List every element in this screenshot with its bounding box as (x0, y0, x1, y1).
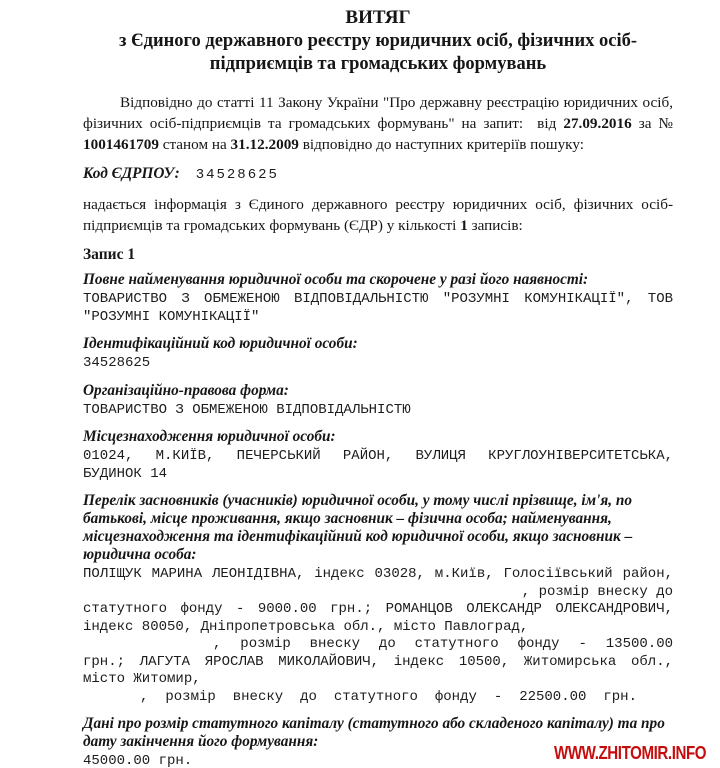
founders-line: місто Житомир, (83, 671, 201, 687)
founders-line: грн.; ЛАГУТА ЯРОСЛАВ МИКОЛАЙОВИЧ, індекс 10500, Житомирська обл., (83, 653, 673, 670)
request-date: 27.09.2016 (563, 115, 632, 132)
founders-line: статутного фонду - 9000.00 грн.; РОМАНЦОВ ОЛЕКСАНДР ОЛЕКСАНДРОВИЧ, (83, 601, 673, 617)
field-label: Дані про розмір статутного капіталу (статутного або складеного капіталу) та про дату закінчення його формування: (83, 715, 665, 750)
field-value-line: БУДИНОК 14 (83, 465, 168, 482)
field-value-line: ТОВАРИСТВО З ОБМЕЖЕНОЮ ВІДПОВІДАЛЬНІСТЮ "РОЗУМНІ КОМУНІКАЦІЇ", ТОВ (83, 291, 673, 307)
field-value-line: 34528625 (83, 355, 151, 371)
edrpou-label: Код ЄДРПОУ: (83, 165, 180, 182)
field-value-line: "РОЗУМНІ КОМУНІКАЦІЇ" (83, 308, 260, 325)
document-subtitle: з Єдиного державного реєстру юридичних осіб, фізичних осіб-підприємців та громадських формувань (118, 31, 638, 74)
intro-text: станом на (158, 136, 231, 153)
watermark: WWW.ZHITOMIR.INFO (553, 743, 706, 763)
request-number: 1001461709 (83, 136, 159, 153)
intro-text: за № (631, 115, 673, 132)
info-paragraph (83, 194, 673, 236)
field-value-line: ТОВАРИСТВО З ОБМЕЖЕНОЮ ВІДПОВІДАЛЬНІСТЮ (83, 401, 411, 418)
founders-line: , розмір внеску до статутного фонду - 13500.00 (213, 636, 673, 652)
field-full-name (83, 271, 673, 326)
info-text: надається інформація з Єдиного державного реєстру юридичних осіб, фізичних осіб-підприємців та громадських формувань (ЄДР) у кількості (83, 196, 673, 234)
document-title: ВИТЯГ (345, 7, 411, 28)
field-value-line: 45000.00 грн. (83, 753, 193, 768)
field-label: Місцезнаходження юридичної особи: (83, 428, 336, 445)
record-heading: Запис 1 (83, 246, 136, 263)
as-of-date: 31.12.2009 (230, 136, 299, 153)
founders-line: , розмір внеску до статутного фонду - 22500.00 грн. (140, 688, 637, 705)
founders-line: , розмір внеску до (521, 583, 673, 600)
field-identification-code (83, 335, 673, 373)
founders-line: індекс 80050, Дніпропетровська обл., місто Павлоград, (83, 618, 529, 635)
info-text: записів: (467, 217, 523, 234)
intro-paragraph (83, 92, 673, 155)
field-value-line: 01024, М.КИЇВ, ПЕЧЕРСЬКИЙ РАЙОН, ВУЛИЦЯ КРУГЛОУНІВЕРСИТЕТСЬКА, (83, 448, 673, 464)
field-label: Повне найменування юридичної особи та скорочене у разі його наявності: (83, 271, 589, 288)
field-founders (83, 492, 673, 706)
edrpou-row (83, 164, 673, 185)
records-count: 1 (460, 217, 468, 234)
field-location (83, 428, 673, 483)
edrpou-value: 34528625 (195, 167, 279, 183)
field-label: Перелік засновників (учасників) юридичної особи, у тому числі прізвище, ім'я, по батькові, місце проживання, якщо засновник – фізична особа; найменування, місцезнаходження та ідентифікаційний код юридичної особи, якщо засновник – юридична особа: (83, 492, 633, 563)
intro-text: відповідно до наступних критеріїв пошуку: (298, 136, 584, 153)
field-label: Організаційно-правова форма: (83, 381, 289, 399)
intro-text: Відповідно до статті 11 Закону України "Про державну реєстрацію юридичних осіб, фізичних осіб-підприємців та громадських формувань" на запит: від (83, 94, 673, 132)
field-legal-form (83, 382, 673, 420)
founders-line: ПОЛІЩУК МАРИНА ЛЕОНІДІВНА, індекс 03028, м.Київ, Голосіївський район, (83, 566, 673, 582)
field-label: Ідентифікаційний код юридичної особи: (83, 335, 358, 352)
